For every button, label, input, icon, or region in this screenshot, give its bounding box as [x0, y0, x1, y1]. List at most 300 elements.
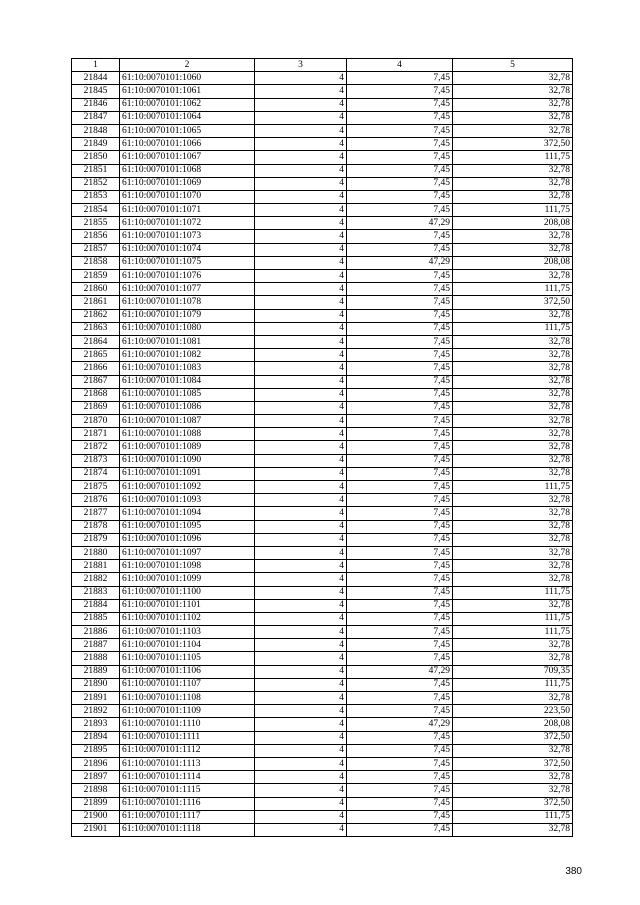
table-cell-col-4: 7,45: [347, 823, 453, 836]
header-cell-3: 3: [255, 59, 347, 72]
table-cell-col-5: 32,78: [453, 467, 573, 480]
table-cell-col-1: 21888: [72, 652, 120, 665]
table-cell-col-2: 61:10:0070101:1098: [120, 560, 255, 573]
table-cell-col-1: 21876: [72, 494, 120, 507]
table-cell-col-4: 7,45: [347, 652, 453, 665]
table-row: [72, 573, 573, 586]
table-row: [72, 586, 573, 599]
table-cell-col-3: 4: [255, 533, 347, 546]
header-cell-5: 5: [453, 59, 573, 72]
table-cell-col-3: 4: [255, 85, 347, 98]
table-cell-col-1: 21862: [72, 309, 120, 322]
table-cell-col-2: 61:10:0070101:1067: [120, 151, 255, 164]
table-cell-col-1: 21878: [72, 520, 120, 533]
table-row: [72, 217, 573, 230]
table-cell-col-5: 372,50: [453, 797, 573, 810]
table-cell-col-2: 61:10:0070101:1112: [120, 744, 255, 757]
table-cell-col-3: 4: [255, 428, 347, 441]
table-cell-col-3: 4: [255, 375, 347, 388]
table-cell-col-2: 61:10:0070101:1061: [120, 85, 255, 98]
table-cell-col-3: 4: [255, 309, 347, 322]
table-cell-col-1: 21858: [72, 256, 120, 269]
table-cell-col-5: 32,78: [453, 164, 573, 177]
table-cell-col-2: 61:10:0070101:1105: [120, 652, 255, 665]
table-row: [72, 520, 573, 533]
table-cell-col-2: 61:10:0070101:1094: [120, 507, 255, 520]
table-cell-col-2: 61:10:0070101:1076: [120, 270, 255, 283]
table-cell-col-5: 32,78: [453, 507, 573, 520]
table-cell-col-4: 7,45: [347, 560, 453, 573]
table-cell-col-2: 61:10:0070101:1095: [120, 520, 255, 533]
table-body: [72, 72, 573, 837]
table-cell-col-4: 7,45: [347, 270, 453, 283]
table-cell-col-5: 208,08: [453, 217, 573, 230]
table-cell-col-5: 32,78: [453, 639, 573, 652]
table-cell-col-4: 7,45: [347, 639, 453, 652]
table-cell-col-5: 32,78: [453, 494, 573, 507]
table-cell-col-5: 111,75: [453, 586, 573, 599]
table-cell-col-1: 21849: [72, 138, 120, 151]
table-cell-col-5: 32,78: [453, 335, 573, 348]
table-cell-col-5: 32,78: [453, 546, 573, 559]
table-cell-col-2: 61:10:0070101:1073: [120, 230, 255, 243]
table-cell-col-3: 4: [255, 560, 347, 573]
table-cell-col-4: 7,45: [347, 784, 453, 797]
table-row: [72, 731, 573, 744]
table-cell-col-5: 32,78: [453, 388, 573, 401]
table-cell-col-4: 7,45: [347, 204, 453, 217]
table-cell-col-4: 7,45: [347, 151, 453, 164]
table-cell-col-4: 7,45: [347, 626, 453, 639]
table-cell-col-3: 4: [255, 164, 347, 177]
table-cell-col-5: 32,78: [453, 72, 573, 85]
table-cell-col-5: 32,78: [453, 692, 573, 705]
table-cell-col-1: 21891: [72, 692, 120, 705]
table-row: [72, 72, 573, 85]
table-row: [72, 441, 573, 454]
table-cell-col-4: 7,45: [347, 349, 453, 362]
table-cell-col-1: 21845: [72, 85, 120, 98]
table-cell-col-2: 61:10:0070101:1070: [120, 190, 255, 203]
table-row: [72, 322, 573, 335]
table-row: [72, 85, 573, 98]
table-cell-col-2: 61:10:0070101:1089: [120, 441, 255, 454]
table-row: [72, 283, 573, 296]
table-cell-col-3: 4: [255, 520, 347, 533]
table-cell-col-3: 4: [255, 283, 347, 296]
table-cell-col-3: 4: [255, 322, 347, 335]
table-cell-col-5: 32,78: [453, 349, 573, 362]
table-cell-col-2: 61:10:0070101:1081: [120, 335, 255, 348]
data-table: [71, 58, 573, 837]
table-cell-col-4: 7,45: [347, 705, 453, 718]
header-row: [72, 59, 573, 72]
table-cell-col-4: 7,45: [347, 599, 453, 612]
table-cell-col-1: 21886: [72, 626, 120, 639]
table-cell-col-5: 32,78: [453, 190, 573, 203]
table-cell-col-5: 372,50: [453, 757, 573, 770]
table-cell-col-2: 61:10:0070101:1082: [120, 349, 255, 362]
table-cell-col-3: 4: [255, 546, 347, 559]
table-cell-col-5: 32,78: [453, 454, 573, 467]
header-cell-2: 2: [120, 59, 255, 72]
table-cell-col-1: 21859: [72, 270, 120, 283]
table-cell-col-2: 61:10:0070101:1091: [120, 467, 255, 480]
table-cell-col-5: 32,78: [453, 177, 573, 190]
table-cell-col-4: 7,45: [347, 467, 453, 480]
table-cell-col-1: 21885: [72, 612, 120, 625]
table-cell-col-3: 4: [255, 692, 347, 705]
table-cell-col-1: 21853: [72, 190, 120, 203]
table-cell-col-3: 4: [255, 204, 347, 217]
table-row: [72, 810, 573, 823]
table-cell-col-2: 61:10:0070101:1075: [120, 256, 255, 269]
table-cell-col-4: 7,45: [347, 177, 453, 190]
table-cell-col-2: 61:10:0070101:1108: [120, 692, 255, 705]
header-cell-4: 4: [347, 59, 453, 72]
table-cell-col-2: 61:10:0070101:1116: [120, 797, 255, 810]
table-row: [72, 309, 573, 322]
table-row: [72, 98, 573, 111]
table-cell-col-5: 709,35: [453, 665, 573, 678]
table-cell-col-3: 4: [255, 494, 347, 507]
table-row: [72, 230, 573, 243]
table-cell-col-4: 7,45: [347, 85, 453, 98]
table-cell-col-3: 4: [255, 612, 347, 625]
table-row: [72, 784, 573, 797]
table-cell-col-1: 21870: [72, 415, 120, 428]
table-cell-col-5: 32,78: [453, 243, 573, 256]
table-cell-col-2: 61:10:0070101:1093: [120, 494, 255, 507]
table-cell-col-4: 7,45: [347, 744, 453, 757]
table-cell-col-5: 32,78: [453, 441, 573, 454]
table-cell-col-3: 4: [255, 757, 347, 770]
table-cell-col-3: 4: [255, 243, 347, 256]
table-cell-col-5: 111,75: [453, 626, 573, 639]
table-cell-col-1: 21901: [72, 823, 120, 836]
page-number: 380: [565, 866, 582, 877]
table-cell-col-5: 32,78: [453, 428, 573, 441]
table-row: [72, 335, 573, 348]
table-row: [72, 454, 573, 467]
table-cell-col-2: 61:10:0070101:1104: [120, 639, 255, 652]
table-cell-col-3: 4: [255, 481, 347, 494]
table-cell-col-5: 32,78: [453, 98, 573, 111]
table-cell-col-3: 4: [255, 190, 347, 203]
table-cell-col-4: 7,45: [347, 415, 453, 428]
table-cell-col-2: 61:10:0070101:1102: [120, 612, 255, 625]
table-row: [72, 652, 573, 665]
table-row: [72, 401, 573, 414]
table-cell-col-2: 61:10:0070101:1068: [120, 164, 255, 177]
table-row: [72, 124, 573, 137]
table-cell-col-2: 61:10:0070101:1078: [120, 296, 255, 309]
table-cell-col-2: 61:10:0070101:1086: [120, 401, 255, 414]
table-cell-col-3: 4: [255, 138, 347, 151]
table-cell-col-2: 61:10:0070101:1088: [120, 428, 255, 441]
table-cell-col-4: 7,45: [347, 283, 453, 296]
table-cell-col-2: 61:10:0070101:1096: [120, 533, 255, 546]
table-cell-col-4: 7,45: [347, 72, 453, 85]
table-cell-col-1: 21873: [72, 454, 120, 467]
table-cell-col-1: 21846: [72, 98, 120, 111]
table-cell-col-4: 47,29: [347, 665, 453, 678]
table-cell-col-5: 32,78: [453, 309, 573, 322]
table-row: [72, 415, 573, 428]
table-cell-col-5: 111,75: [453, 481, 573, 494]
table-cell-col-5: 32,78: [453, 230, 573, 243]
table-cell-col-3: 4: [255, 151, 347, 164]
table-cell-col-1: 21865: [72, 349, 120, 362]
table-row: [72, 705, 573, 718]
table-cell-col-4: 7,45: [347, 573, 453, 586]
table-row: [72, 111, 573, 124]
table-cell-col-4: 7,45: [347, 243, 453, 256]
table-cell-col-5: 32,78: [453, 415, 573, 428]
table-row: [72, 428, 573, 441]
table-header: [72, 59, 573, 72]
table-cell-col-3: 4: [255, 678, 347, 691]
table-cell-col-3: 4: [255, 335, 347, 348]
table-cell-col-1: 21889: [72, 665, 120, 678]
table-cell-col-3: 4: [255, 388, 347, 401]
table-cell-col-1: 21879: [72, 533, 120, 546]
table-cell-col-5: 32,78: [453, 111, 573, 124]
table-cell-col-1: 21887: [72, 639, 120, 652]
table-cell-col-2: 61:10:0070101:1117: [120, 810, 255, 823]
table-cell-col-1: 21856: [72, 230, 120, 243]
table-cell-col-4: 7,45: [347, 494, 453, 507]
table-row: [72, 612, 573, 625]
table-cell-col-3: 4: [255, 441, 347, 454]
table-cell-col-4: 7,45: [347, 296, 453, 309]
table-cell-col-3: 4: [255, 270, 347, 283]
table-cell-col-5: 208,08: [453, 256, 573, 269]
table-row: [72, 692, 573, 705]
table-cell-col-2: 61:10:0070101:1099: [120, 573, 255, 586]
table-cell-col-1: 21877: [72, 507, 120, 520]
table-cell-col-1: 21880: [72, 546, 120, 559]
table-cell-col-5: 111,75: [453, 151, 573, 164]
table-row: [72, 797, 573, 810]
table-cell-col-4: 7,45: [347, 335, 453, 348]
table-cell-col-1: 21875: [72, 481, 120, 494]
table-cell-col-3: 4: [255, 454, 347, 467]
table-cell-col-3: 4: [255, 731, 347, 744]
table-row: [72, 177, 573, 190]
table-cell-col-5: 32,78: [453, 520, 573, 533]
header-cell-1: 1: [72, 59, 120, 72]
table-cell-col-3: 4: [255, 665, 347, 678]
table-cell-col-4: 7,45: [347, 401, 453, 414]
table-cell-col-5: 372,50: [453, 731, 573, 744]
table-row: [72, 270, 573, 283]
table-cell-col-4: 7,45: [347, 362, 453, 375]
table-cell-col-3: 4: [255, 256, 347, 269]
table-cell-col-1: 21900: [72, 810, 120, 823]
table-cell-col-1: 21850: [72, 151, 120, 164]
table-row: [72, 665, 573, 678]
table-cell-col-3: 4: [255, 230, 347, 243]
table-cell-col-5: 111,75: [453, 204, 573, 217]
table-cell-col-2: 61:10:0070101:1106: [120, 665, 255, 678]
table-cell-col-1: 21860: [72, 283, 120, 296]
table-cell-col-5: 32,78: [453, 85, 573, 98]
table-cell-col-4: 7,45: [347, 507, 453, 520]
table-row: [72, 533, 573, 546]
table-cell-col-1: 21854: [72, 204, 120, 217]
table-cell-col-3: 4: [255, 784, 347, 797]
table-cell-col-3: 4: [255, 573, 347, 586]
table-cell-col-3: 4: [255, 626, 347, 639]
table-cell-col-5: 32,78: [453, 560, 573, 573]
table-cell-col-5: 32,78: [453, 599, 573, 612]
table-cell-col-4: 47,29: [347, 256, 453, 269]
table-cell-col-3: 4: [255, 718, 347, 731]
table-cell-col-2: 61:10:0070101:1083: [120, 362, 255, 375]
table-cell-col-1: 21898: [72, 784, 120, 797]
table-cell-col-3: 4: [255, 810, 347, 823]
table-cell-col-2: 61:10:0070101:1107: [120, 678, 255, 691]
table-cell-col-3: 4: [255, 639, 347, 652]
table-cell-col-3: 4: [255, 349, 347, 362]
table-row: [72, 296, 573, 309]
table-row: [72, 718, 573, 731]
table-cell-col-5: 32,78: [453, 784, 573, 797]
table-cell-col-1: 21890: [72, 678, 120, 691]
table-cell-col-5: 111,75: [453, 322, 573, 335]
table-cell-col-1: 21895: [72, 744, 120, 757]
table-row: [72, 757, 573, 770]
table-cell-col-3: 4: [255, 124, 347, 137]
table-cell-col-4: 7,45: [347, 757, 453, 770]
table-cell-col-1: 21894: [72, 731, 120, 744]
table-cell-col-1: 21844: [72, 72, 120, 85]
table-cell-col-2: 61:10:0070101:1103: [120, 626, 255, 639]
table-cell-col-3: 4: [255, 467, 347, 480]
table-cell-col-4: 7,45: [347, 731, 453, 744]
table-row: [72, 771, 573, 784]
table-row: [72, 494, 573, 507]
table-cell-col-1: 21872: [72, 441, 120, 454]
table-cell-col-5: 111,75: [453, 810, 573, 823]
table-cell-col-5: 372,50: [453, 138, 573, 151]
table-row: [72, 256, 573, 269]
table-cell-col-4: 7,45: [347, 481, 453, 494]
table-cell-col-4: 7,45: [347, 98, 453, 111]
table-cell-col-4: 7,45: [347, 612, 453, 625]
table-row: [72, 626, 573, 639]
table-cell-col-3: 4: [255, 705, 347, 718]
table-cell-col-1: 21866: [72, 362, 120, 375]
table-row: [72, 467, 573, 480]
table-row: [72, 375, 573, 388]
table-cell-col-2: 61:10:0070101:1109: [120, 705, 255, 718]
table-cell-col-2: 61:10:0070101:1114: [120, 771, 255, 784]
table-row: [72, 204, 573, 217]
table-cell-col-1: 21852: [72, 177, 120, 190]
table-cell-col-1: 21883: [72, 586, 120, 599]
table-row: [72, 362, 573, 375]
table-cell-col-2: 61:10:0070101:1118: [120, 823, 255, 836]
table-cell-col-1: 21874: [72, 467, 120, 480]
table-cell-col-5: 372,50: [453, 296, 573, 309]
table-cell-col-2: 61:10:0070101:1110: [120, 718, 255, 731]
table-cell-col-2: 61:10:0070101:1074: [120, 243, 255, 256]
table-cell-col-2: 61:10:0070101:1101: [120, 599, 255, 612]
table-cell-col-4: 7,45: [347, 309, 453, 322]
table-row: [72, 151, 573, 164]
table-cell-col-4: 7,45: [347, 586, 453, 599]
table-row: [72, 164, 573, 177]
table-cell-col-3: 4: [255, 217, 347, 230]
table-cell-col-1: 21861: [72, 296, 120, 309]
table-cell-col-3: 4: [255, 507, 347, 520]
table-cell-col-4: 7,45: [347, 322, 453, 335]
table-cell-col-5: 111,75: [453, 283, 573, 296]
table-cell-col-2: 61:10:0070101:1060: [120, 72, 255, 85]
table-cell-col-2: 61:10:0070101:1069: [120, 177, 255, 190]
table-cell-col-4: 7,45: [347, 810, 453, 823]
table-cell-col-4: 7,45: [347, 441, 453, 454]
table-cell-col-2: 61:10:0070101:1065: [120, 124, 255, 137]
table-cell-col-4: 7,45: [347, 164, 453, 177]
table-cell-col-1: 21869: [72, 401, 120, 414]
table-cell-col-3: 4: [255, 177, 347, 190]
table-cell-col-2: 61:10:0070101:1080: [120, 322, 255, 335]
table-cell-col-4: 7,45: [347, 692, 453, 705]
table-cell-col-4: 7,45: [347, 533, 453, 546]
table-row: [72, 823, 573, 836]
table-cell-col-5: 32,78: [453, 823, 573, 836]
table-cell-col-2: 61:10:0070101:1115: [120, 784, 255, 797]
table-cell-col-5: 111,75: [453, 612, 573, 625]
table-cell-col-1: 21851: [72, 164, 120, 177]
table-cell-col-2: 61:10:0070101:1113: [120, 757, 255, 770]
table-cell-col-4: 7,45: [347, 546, 453, 559]
table-cell-col-1: 21867: [72, 375, 120, 388]
table-cell-col-4: 47,29: [347, 217, 453, 230]
table-cell-col-5: 32,78: [453, 744, 573, 757]
table-cell-col-3: 4: [255, 797, 347, 810]
table-cell-col-2: 61:10:0070101:1085: [120, 388, 255, 401]
table-cell-col-4: 7,45: [347, 375, 453, 388]
table-cell-col-1: 21855: [72, 217, 120, 230]
table-cell-col-2: 61:10:0070101:1092: [120, 481, 255, 494]
table-cell-col-3: 4: [255, 296, 347, 309]
table-cell-col-3: 4: [255, 771, 347, 784]
table-cell-col-5: 223,50: [453, 705, 573, 718]
table-cell-col-1: 21871: [72, 428, 120, 441]
table-cell-col-4: 7,45: [347, 111, 453, 124]
table-cell-col-2: 61:10:0070101:1100: [120, 586, 255, 599]
table-row: [72, 349, 573, 362]
table-cell-col-3: 4: [255, 415, 347, 428]
table-cell-col-1: 21893: [72, 718, 120, 731]
table-row: [72, 243, 573, 256]
table-cell-col-2: 61:10:0070101:1064: [120, 111, 255, 124]
table-cell-col-5: 32,78: [453, 401, 573, 414]
table-cell-col-5: 32,78: [453, 375, 573, 388]
table-cell-col-2: 61:10:0070101:1090: [120, 454, 255, 467]
table-cell-col-3: 4: [255, 111, 347, 124]
table-row: [72, 507, 573, 520]
table-cell-col-4: 7,45: [347, 771, 453, 784]
table-cell-col-2: 61:10:0070101:1066: [120, 138, 255, 151]
table-cell-col-1: 21884: [72, 599, 120, 612]
table-cell-col-3: 4: [255, 362, 347, 375]
table-cell-col-5: 32,78: [453, 573, 573, 586]
